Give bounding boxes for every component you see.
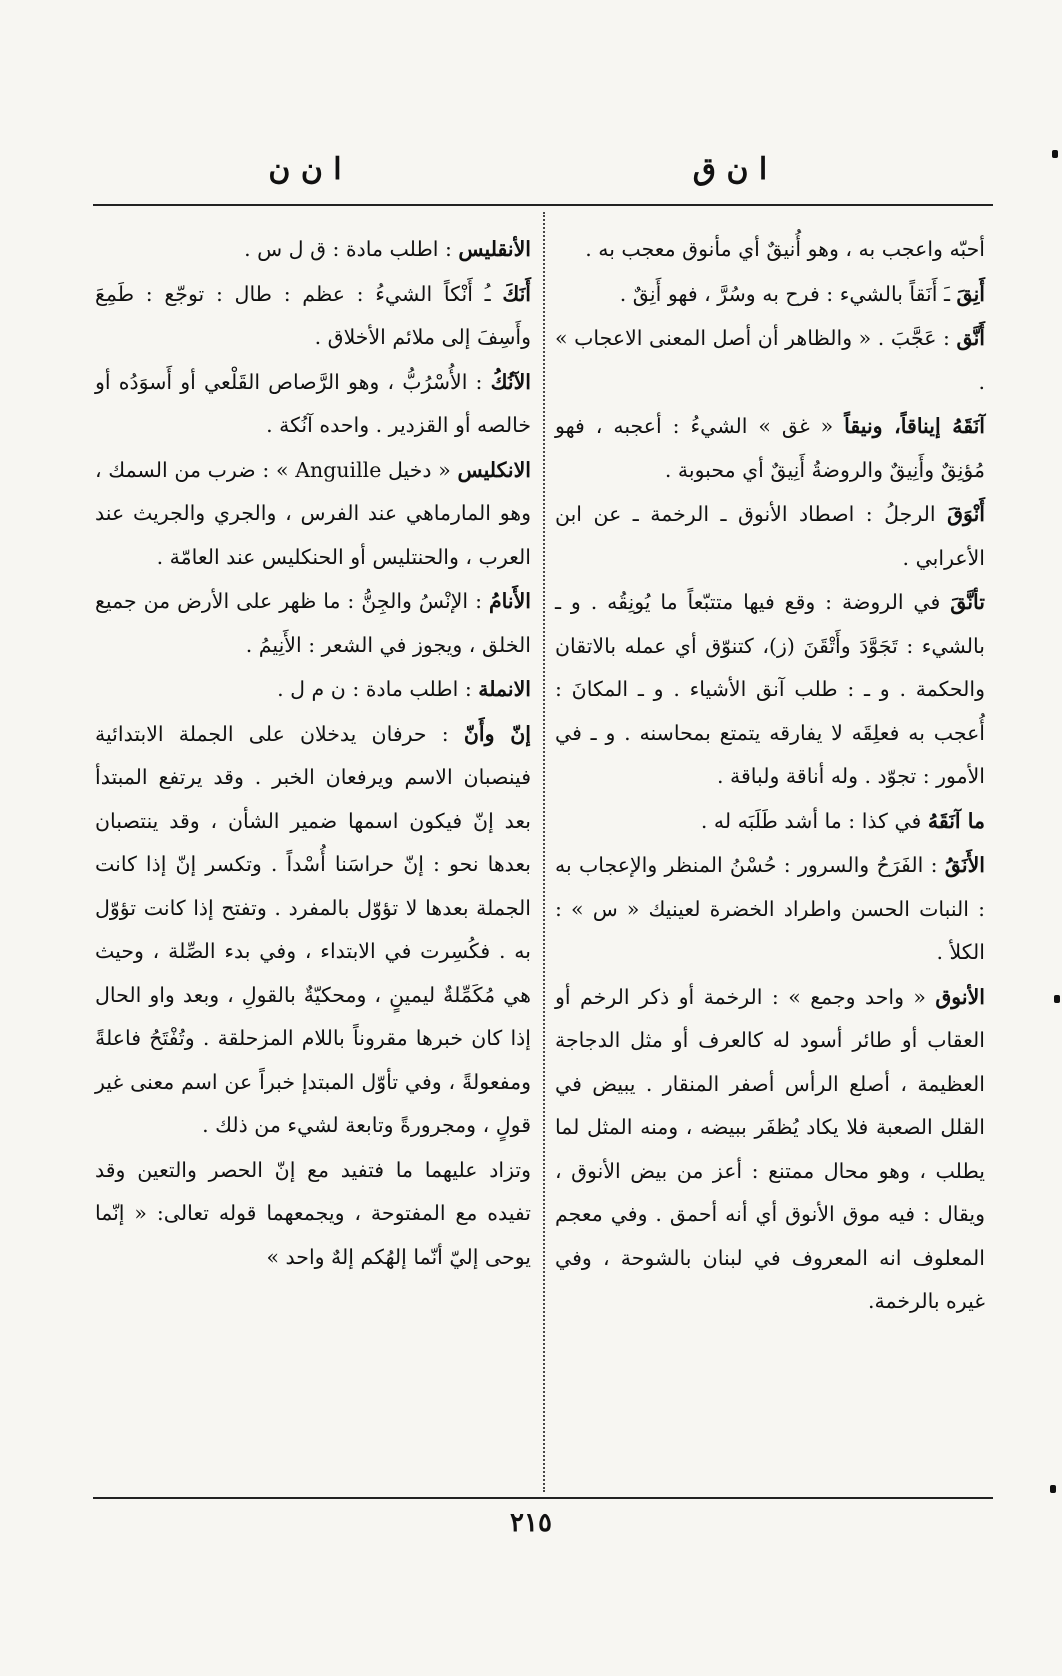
entry [95,580,531,667]
entry-text: « دخيل Anguille » : ضرب من السمك ، وهو المارماهي عند الفرس ، والجري والجريث عند العرب ، والحنتليس أو الحنكليس عند العامّة . [95,457,531,569]
entry [95,449,531,580]
bottom-rule [93,1497,993,1499]
scan-mark [1050,1485,1056,1493]
entry-text: في كذا : ما أشد طَلَبَه له . [700,808,922,833]
entry-text: : اطلب مادة : ق ل س . [244,237,452,261]
right-column [555,228,985,1325]
entry-text: « واحد وجمع » : الرخمة أو ذكر الرخم أو العقاب أو طائر أسود له كالعرف أو مثل الدجاجة العظيمة ، أصلع الرأس أصفر المنقار . يبيض في القلل الصعبة فلا يكاد يُظفَر ببيضه ، ومنه المثل لما يطلب ، وهو محال ممتنع : أعز من بيض الأنوق ، ويقال : فيه موق الأنوق أي أنه أحمق . وفي معجم المعلوف انه المعروف في لبنان بالشوحة ، وفي غيره بالرخمة. [555,984,985,1313]
entry [95,713,531,1148]
column-divider [543,212,545,1492]
entry-headword: الآنُكُ [490,369,531,394]
entry-text: : حرفان يدخلان على الجملة الابتدائية فينصبان الاسم ويرفعان الخبر . وقد يرتفع المبتدأ بعد إنّ فيكون اسمها ضمير الشأن ، وقد ينتصبان بعدها نحو : إنّ حراسَنا أُسْداً . وتكسر إنّ إذا كانت الجملة بعدها لا تؤوّل بالمفرد . وتفتح إذا كانت تؤوّل به . فكُسِرت في الابتداء ، وفي بدء الصِّلة ، وحيث هي مُكَمِّلةٌ ليمينٍ ، ومحكيّةٌ بالقولِ ، وبعد واو الحال إذا كان خبرها مقروناً باللام المزحلقة . وتُفْتَحُ فاعلةً ومفعولةً ، وفي تأوّل المبتدإ خبراً عن اسم معنى غير قولٍ ، ومجرورةً وتابعة لشيء من ذلك . [95,721,531,1137]
entry [555,317,985,404]
entry [555,228,985,272]
entry-text: « غق » الشيءُ : أعجبه ، فهو مُؤنِقٌ وأَنِيقٌ والروضةُ أَنِيقٌ أي محبوبة . [555,414,985,482]
entry-text: أحبّه واعجب به ، وهو أُنيقٌ أي مأنوق معجب به . [585,237,985,261]
entry-text: : الأُسْرُبُّ ، وهو الرَّصاص القَلْعي أو أَسوَدُه أو خالصه أو القزدير . واحده آنُكة . [95,369,531,437]
page-number: ٢١٥ [510,1508,552,1538]
entry-text: : الفَرَحُ والسرور : حُسْنُ المنظر والإعجاب به : النبات الحسن واطراد الخضرة لعينيك « س » : الكلأ . [555,853,985,964]
running-header-right: ا ن ق [692,152,768,187]
entry-text: : اطلب مادة : ن م ل . [277,677,472,701]
entry-headword: إنّ وأَنّ [463,721,531,746]
entry [95,1149,531,1280]
left-column [95,228,531,1280]
entry-text: ـَ أَنَقاً بالشيء : فرح به وسُرَّ ، فهو أَنِقٌ . [619,281,950,306]
top-rule [93,204,993,206]
entry [555,273,985,317]
entry-headword: الانكليس [457,457,532,482]
scan-mark [1054,995,1060,1003]
entry-headword: الأَنامُ [488,589,531,613]
entry-headword: أَنَكَ [502,281,531,306]
entry [555,405,985,492]
entry-headword: أَنَّق [956,326,985,350]
running-header-left: ا ن ن [268,152,342,187]
entry [95,228,531,272]
entry [555,493,985,580]
entry-text: في الروضة : وقع فيها متتبّعاً ما يُونِقُه . و ـ بالشيء : تَجَوَّدَ وأَتْقَنَ (ز)، كتنوّق أي عمله بالاتقان والحكمة . و ـ : طلب آنق الأشياء . و ـ المكانَ : أُعجب به فعلِقَه لا يفارقه يتمتع بمحاسنه . و ـ في الأمور : تجوّد . وله أناقة ولباقة . [555,590,985,788]
entry-text: الرجلُ : اصطاد الأنوق ـ الرخمة ـ عن ابن الأعرابي . [555,502,985,570]
entry-headword: الأَنَقُ [944,853,985,877]
entry-headword: الأنقليس [458,237,531,261]
entry [555,800,985,844]
entry-headword: الانملة [478,677,531,701]
entry-text: ـُ أَنْكاً الشيءُ : عظم : طال : توجّع : طَمِعَ وأَسِفَ إلى ملائم الأخلاق . [95,281,531,349]
entry-text: : الإنْسُ والجِنُّ : ما ظهر على الأرض من جميع الخلق ، ويجوز في الشعر : الأَنِيمُ . [95,589,531,657]
entry-headword: تأنَّقَ [950,590,985,614]
entry [95,273,531,360]
entry [95,361,531,448]
entry-headword: أَنِقَ [956,281,985,306]
scan-mark [1052,150,1058,158]
entry-headword: أَنْوَقَ [947,502,985,526]
entry [95,668,531,712]
entry [555,976,985,1324]
entry-text: : عَجَّبَ . « والظاهر أن أصل المعنى الاعجاب » . [555,326,985,394]
entry [555,844,985,975]
entry-headword: آنَقَهُ إيناقاً، ونيقاً [844,414,985,438]
entry-headword: الأنوق [935,984,985,1009]
entry-text: وتزاد عليهما ما فتفيد مع إنّ الحصر والتعين وقد تفيده مع المفتوحة ، ويجمعهما قوله تعالى: « إنّما يوحى إليّ أنّما إلهُكم إلهٌ واحد » [95,1157,531,1269]
entry [555,581,985,799]
entry-headword: ما آنَقَهُ [927,808,985,833]
